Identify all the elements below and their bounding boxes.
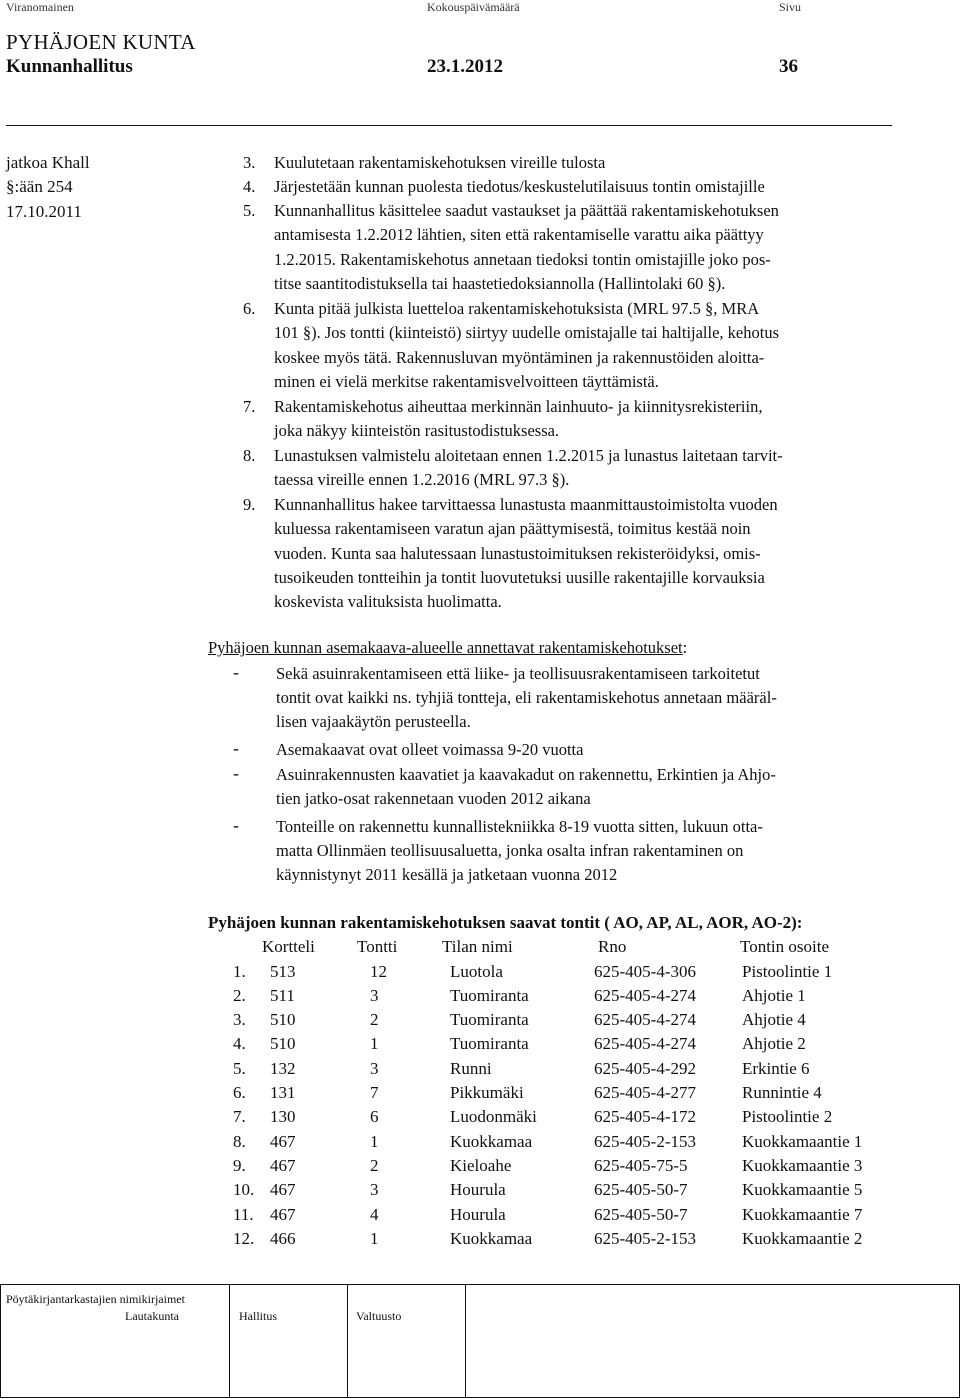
- list-item: - Tonteille on rakennettu kunnallistekniikka 8-19 vuotta sitten, lukuun otta- matta Ollinmäen teollisuusaluetta, jonka osalta infran rakentaminen on käynnistynyt 2011 kesällä ja jatketaan vuonna 2012: [233, 815, 763, 884]
- table-cell: 510: [270, 1034, 296, 1053]
- page-number: 36: [779, 56, 798, 77]
- list-item: 8. Lunastuksen valmistelu aloitetaan ennen 1.2.2015 ja lunastus laitetaan tarvit- taessa vireille ennen 1.2.2016 (MRL 97.3 §).: [243, 446, 783, 489]
- footer-title: Pöytäkirjantarkastajien nimikirjaimet: [6, 1292, 185, 1306]
- sidebar-reference-line3: 17.10.2011: [6, 202, 82, 221]
- table-cell: 3: [370, 1180, 379, 1199]
- table-cell: 511: [270, 986, 295, 1005]
- table-cell: 3: [370, 1059, 379, 1078]
- table-cell: 130: [270, 1107, 296, 1126]
- list-item: 5. Kunnanhallitus käsittelee saadut vastaukset ja päättää rakentamiskehotuksen antamisesta 1.2.2012 lähtien, siten että rakentamiselle varattu aika päättyy 1.2.2015. Rakentamiskehotus annetaan tiedoksi tontin omistajille joko pos- titse saantitodistuksella tai haastetiedoksiannolla (Hallintolaki 60 §).: [243, 201, 779, 293]
- footer-divider: [465, 1284, 466, 1398]
- list-item: 6. Kunta pitää julkista luetteloa rakentamiskehotuksista (MRL 97.5 §, MRA 101 §). Jos tontti (kiinteistö) siirtyy uudelle omistajalle tai haltijalle, kehotus koskee myös tätä. Rakennusluvan myöntäminen ja rakennustöiden aloitta- minen ei vielä merkitse rakentamisvelvoitteen täyttämistä.: [243, 299, 780, 391]
- table-cell: Ahjotie 1: [742, 986, 806, 1005]
- table-cell: Pistoolintie 1: [742, 962, 833, 981]
- list-item: 3. Kuulutetaan rakentamiskehotuksen vireille tulosta: [243, 153, 606, 172]
- footer-label-hallitus: Hallitus: [239, 1309, 277, 1323]
- column-header-rno: Rno: [598, 937, 627, 956]
- table-cell: 467: [270, 1205, 296, 1224]
- table-cell: Kuokkamaantie 5: [742, 1180, 863, 1199]
- table-cell: 625-405-2-153: [594, 1229, 696, 1248]
- footer-label-valtuusto: Valtuusto: [356, 1309, 402, 1323]
- meeting-date: 23.1.2012: [427, 56, 503, 77]
- table-cell: 132: [270, 1059, 296, 1078]
- table-cell: Kuokkamaantie 3: [742, 1156, 863, 1175]
- table-cell: 2: [370, 1010, 379, 1029]
- table-cell: 12.: [233, 1229, 255, 1248]
- table-cell: Tuomiranta: [450, 986, 529, 1005]
- table-cell: Kuokkamaantie 1: [742, 1132, 863, 1151]
- table-cell: 466: [270, 1229, 296, 1248]
- table-cell: 12: [370, 962, 387, 981]
- table-cell: 5.: [233, 1059, 246, 1078]
- table-cell: 625-405-4-274: [594, 1010, 696, 1029]
- header-label-authority: Viranomainen: [6, 0, 74, 14]
- table-cell: 467: [270, 1156, 296, 1175]
- table-cell: 467: [270, 1180, 296, 1199]
- bullet-list: [233, 662, 913, 891]
- table-cell: Pikkumäki: [450, 1083, 524, 1102]
- table-cell: Kuokkamaa: [450, 1132, 533, 1151]
- table-cell: Kuokkamaantie 7: [742, 1205, 863, 1224]
- header-label-page: Sivu: [779, 0, 802, 14]
- table-cell: 1: [370, 1229, 379, 1248]
- table-cell: 625-405-4-274: [594, 1034, 696, 1053]
- table-cell: Kuokkamaantie 2: [742, 1229, 863, 1248]
- table-cell: 3: [370, 986, 379, 1005]
- plots-table: [0, 937, 960, 1257]
- table-cell: Ahjotie 2: [742, 1034, 806, 1053]
- table-cell: Tuomiranta: [450, 1034, 529, 1053]
- organization-name: PYHÄJOEN KUNTA: [6, 30, 196, 54]
- table-cell: 625-405-50-7: [594, 1205, 688, 1224]
- table-cell: 4: [370, 1205, 379, 1224]
- table-cell: Hourula: [450, 1205, 506, 1224]
- table-cell: Kieloahe: [450, 1156, 512, 1175]
- list-item: - Sekä asuinrakentamiseen että liike- ja teollisuusrakentamiseen tarkoitetut tontit ovat kaikki ns. tyhjiä tontteja, eli rakentamiskehotus annetaan määräl- lisen vajaakäytön perusteella.: [233, 662, 777, 731]
- table-cell: 2.: [233, 986, 246, 1005]
- sidebar-reference-line1: jatkoa Khall: [6, 153, 90, 172]
- list-item: 7. Rakentamiskehotus aiheuttaa merkinnän lainhuuto- ja kiinnitysrekisteriin, joka näkyy kiinteistön rasitustodistuksessa.: [243, 397, 763, 440]
- table-cell: Hourula: [450, 1180, 506, 1199]
- sidebar-reference-line2: §:ään 254: [6, 177, 73, 196]
- table-cell: 625-405-4-277: [594, 1083, 696, 1102]
- body-name: Kunnanhallitus: [6, 56, 133, 77]
- table-cell: Pistoolintie 2: [742, 1107, 833, 1126]
- table-cell: 625-405-2-153: [594, 1132, 696, 1151]
- table-cell: 4.: [233, 1034, 246, 1053]
- footer-divider: [229, 1284, 230, 1398]
- table-cell: 9.: [233, 1156, 246, 1175]
- list-item: 9. Kunnanhallitus hakee tarvittaessa lunastusta maanmittaustoimistolta vuoden kuluessa rakentamiseen varatun ajan päättymisestä, toimitus kestää noin vuoden. Kunta saa halutessaan lunastustoimituksen rekisteröidyksi, omis- tusoikeuden tontteihin ja tontit luovutetuksi uusille rakentajille korvauksia koskevista valituksista huolimatta.: [243, 495, 778, 611]
- list-item: - Asuinrakennusten kaavatiet ja kaavakadut on rakennettu, Erkintien ja Ahjo- tien jatko-osat rakennetaan vuoden 2012 aikana: [233, 763, 776, 808]
- column-header-tontin-osoite: Tontin osoite: [740, 937, 830, 956]
- table-cell: Runnintie 4: [742, 1083, 822, 1102]
- table-cell: Luotola: [450, 962, 503, 981]
- table-cell: Luodonmäki: [450, 1107, 537, 1126]
- table-cell: 131: [270, 1083, 296, 1102]
- table-cell: 625-405-4-292: [594, 1059, 696, 1078]
- table-cell: 625-405-4-306: [594, 962, 696, 981]
- column-header-tontti: Tontti: [357, 937, 398, 956]
- table-cell: 10.: [233, 1180, 255, 1199]
- table-cell: 625-405-50-7: [594, 1180, 688, 1199]
- table-cell: 467: [270, 1132, 296, 1151]
- section-heading-rakentamiskehotukset: Pyhäjoen kunnan asemakaava-alueelle annettavat rakentamiskehotukset:: [208, 638, 688, 657]
- table-cell: 7: [370, 1083, 379, 1102]
- table-cell: 625-405-4-274: [594, 986, 696, 1005]
- table-cell: 510: [270, 1010, 296, 1029]
- table-cell: 3.: [233, 1010, 246, 1029]
- table-cell: Erkintie 6: [742, 1059, 810, 1078]
- table-cell: 8.: [233, 1132, 246, 1151]
- table-cell: 7.: [233, 1107, 246, 1126]
- table-cell: 6: [370, 1107, 379, 1126]
- table-cell: 6.: [233, 1083, 246, 1102]
- table-cell: Ahjotie 4: [742, 1010, 806, 1029]
- table-cell: Runni: [450, 1059, 492, 1078]
- table-cell: 1: [370, 1034, 379, 1053]
- footer-divider: [347, 1284, 348, 1398]
- table-cell: 625-405-75-5: [594, 1156, 688, 1175]
- table-cell: 625-405-4-172: [594, 1107, 696, 1126]
- column-header-tilan-nimi: Tilan nimi: [442, 937, 513, 956]
- header-label-meeting-date: Kokouspäivämäärä: [427, 0, 520, 14]
- header-rule: [6, 125, 892, 126]
- list-item: 4. Järjestetään kunnan puolesta tiedotus/keskustelutilaisuus tontin omistajille: [243, 177, 765, 196]
- table-cell: Tuomiranta: [450, 1010, 529, 1029]
- table-heading: Pyhäjoen kunnan rakentamiskehotuksen saavat tontit ( AO, AP, AL, AOR, AO-2):: [208, 913, 803, 932]
- table-cell: 1.: [233, 962, 246, 981]
- table-cell: 2: [370, 1156, 379, 1175]
- numbered-items-list: [243, 151, 923, 615]
- footer-label-lautakunta: Lautakunta: [125, 1309, 179, 1323]
- table-cell: Kuokkamaa: [450, 1229, 533, 1248]
- table-cell: 11.: [233, 1205, 254, 1224]
- list-item: - Asemakaavat ovat olleet voimassa 9-20 vuotta: [233, 738, 584, 759]
- table-cell: 1: [370, 1132, 379, 1151]
- column-header-kortteli: Kortteli: [262, 937, 315, 956]
- table-cell: 513: [270, 962, 296, 981]
